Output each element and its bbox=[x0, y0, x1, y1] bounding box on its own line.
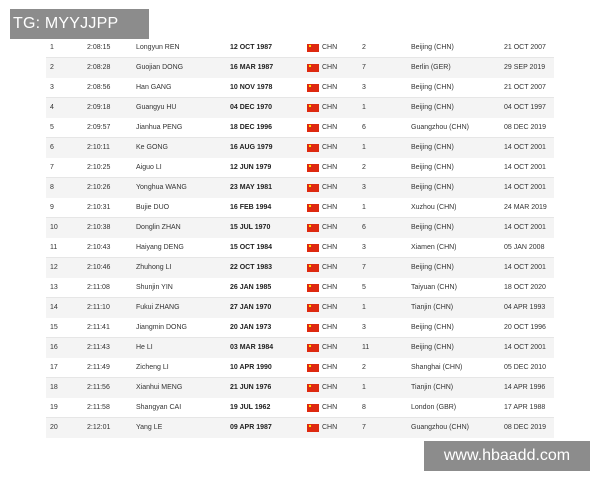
nationality-cell: CHN bbox=[322, 264, 338, 271]
watermark-bottom-right: www.hbaadd.com bbox=[424, 441, 590, 471]
table-row bbox=[46, 258, 554, 278]
rank-cell: 4 bbox=[50, 104, 54, 111]
dob-cell: 16 FEB 1994 bbox=[230, 204, 272, 211]
nationality-cell: CHN bbox=[322, 424, 338, 431]
table-row bbox=[46, 318, 554, 338]
position-cell: 2 bbox=[362, 44, 366, 51]
nationality-cell: CHN bbox=[322, 284, 338, 291]
nationality-cell: CHN bbox=[322, 364, 338, 371]
position-cell: 7 bbox=[362, 264, 366, 271]
venue-cell: Beijing (CHN) bbox=[411, 224, 454, 231]
table-row bbox=[46, 178, 554, 198]
date-cell: 21 OCT 2007 bbox=[504, 44, 546, 51]
dob-cell: 27 JAN 1970 bbox=[230, 304, 272, 311]
china-flag-icon bbox=[307, 404, 319, 412]
table-row bbox=[46, 298, 554, 318]
nationality-cell: CHN bbox=[322, 64, 338, 71]
china-flag-icon bbox=[307, 44, 319, 52]
time-cell: 2:10:38 bbox=[87, 224, 111, 231]
time-cell: 2:08:56 bbox=[87, 84, 111, 91]
table-row bbox=[46, 198, 554, 218]
china-flag-icon bbox=[307, 224, 319, 232]
table-row bbox=[46, 138, 554, 158]
time-cell: 2:10:43 bbox=[87, 244, 111, 251]
venue-cell: Beijing (CHN) bbox=[411, 324, 454, 331]
rank-cell: 12 bbox=[50, 264, 58, 271]
nationality-cell: CHN bbox=[322, 304, 338, 311]
table-row bbox=[46, 158, 554, 178]
venue-cell: Guangzhou (CHN) bbox=[411, 124, 469, 131]
date-cell: 14 OCT 2001 bbox=[504, 144, 546, 151]
athlete-name-link[interactable]: Han GANG bbox=[136, 84, 172, 91]
position-cell: 2 bbox=[362, 364, 366, 371]
venue-cell: Shanghai (CHN) bbox=[411, 364, 463, 371]
venue-cell: Xuzhou (CHN) bbox=[411, 204, 457, 211]
athlete-name-link[interactable]: He LI bbox=[136, 344, 153, 351]
rank-cell: 10 bbox=[50, 224, 58, 231]
position-cell: 7 bbox=[362, 64, 366, 71]
venue-cell: Tianjin (CHN) bbox=[411, 304, 454, 311]
table-row bbox=[46, 338, 554, 358]
china-flag-icon bbox=[307, 424, 319, 432]
venue-cell: Beijing (CHN) bbox=[411, 164, 454, 171]
date-cell: 24 MAR 2019 bbox=[504, 204, 547, 211]
table-row bbox=[46, 118, 554, 138]
athlete-name-link[interactable]: Jiangmin DONG bbox=[136, 324, 187, 331]
dob-cell: 18 DEC 1996 bbox=[230, 124, 273, 131]
position-cell: 6 bbox=[362, 224, 366, 231]
dob-cell: 09 APR 1987 bbox=[230, 424, 272, 431]
dob-cell: 26 JAN 1985 bbox=[230, 284, 272, 291]
china-flag-icon bbox=[307, 244, 319, 252]
dob-cell: 15 OCT 1984 bbox=[230, 244, 273, 251]
rank-cell: 3 bbox=[50, 84, 54, 91]
venue-cell: Beijing (CHN) bbox=[411, 84, 454, 91]
time-cell: 2:10:11 bbox=[87, 144, 110, 151]
table-row bbox=[46, 278, 554, 298]
nationality-cell: CHN bbox=[322, 324, 338, 331]
table-row bbox=[46, 418, 554, 438]
date-cell: 18 OCT 2020 bbox=[504, 284, 546, 291]
venue-cell: Beijing (CHN) bbox=[411, 184, 454, 191]
time-cell: 2:08:15 bbox=[87, 44, 111, 51]
time-cell: 2:09:57 bbox=[87, 124, 111, 131]
athlete-name-link[interactable]: Yang LE bbox=[136, 424, 163, 431]
dob-cell: 04 DEC 1970 bbox=[230, 104, 273, 111]
venue-cell: Beijing (CHN) bbox=[411, 44, 454, 51]
rank-cell: 17 bbox=[50, 364, 58, 371]
time-cell: 2:09:18 bbox=[87, 104, 111, 111]
time-cell: 2:11:58 bbox=[87, 404, 110, 411]
rank-cell: 13 bbox=[50, 284, 58, 291]
nationality-cell: CHN bbox=[322, 164, 338, 171]
nationality-cell: CHN bbox=[322, 184, 338, 191]
venue-cell: London (GBR) bbox=[411, 404, 457, 411]
rank-cell: 19 bbox=[50, 404, 58, 411]
venue-cell: Beijing (CHN) bbox=[411, 264, 454, 271]
table-row bbox=[46, 358, 554, 378]
venue-cell: Xiamen (CHN) bbox=[411, 244, 457, 251]
dob-cell: 16 AUG 1979 bbox=[230, 144, 273, 151]
china-flag-icon bbox=[307, 104, 319, 112]
time-cell: 2:10:46 bbox=[87, 264, 111, 271]
athlete-name-link[interactable]: Yonghua WANG bbox=[136, 184, 187, 191]
rankings-table bbox=[46, 38, 554, 440]
date-cell: 05 JAN 2008 bbox=[504, 244, 545, 251]
table-row bbox=[46, 58, 554, 78]
athlete-name-link[interactable]: Donglin ZHAN bbox=[136, 224, 181, 231]
position-cell: 1 bbox=[362, 144, 366, 151]
time-cell: 2:11:41 bbox=[87, 324, 110, 331]
position-cell: 1 bbox=[362, 204, 366, 211]
position-cell: 8 bbox=[362, 404, 366, 411]
position-cell: 3 bbox=[362, 84, 366, 91]
time-cell: 2:11:56 bbox=[87, 384, 110, 391]
venue-cell: Guangzhou (CHN) bbox=[411, 424, 469, 431]
table-row bbox=[46, 218, 554, 238]
nationality-cell: CHN bbox=[322, 244, 338, 251]
date-cell: 08 DEC 2019 bbox=[504, 424, 547, 431]
nationality-cell: CHN bbox=[322, 344, 338, 351]
date-cell: 04 APR 1993 bbox=[504, 304, 546, 311]
venue-cell: Tianjin (CHN) bbox=[411, 384, 454, 391]
position-cell: 3 bbox=[362, 244, 366, 251]
rank-cell: 5 bbox=[50, 124, 54, 131]
athlete-name-link[interactable]: Bujie DUO bbox=[136, 204, 170, 211]
position-cell: 2 bbox=[362, 164, 366, 171]
nationality-cell: CHN bbox=[322, 204, 338, 211]
position-cell: 3 bbox=[362, 184, 366, 191]
dob-cell: 19 JUL 1962 bbox=[230, 404, 271, 411]
position-cell: 5 bbox=[362, 284, 366, 291]
dob-cell: 23 MAY 1981 bbox=[230, 184, 273, 191]
china-flag-icon bbox=[307, 204, 319, 212]
time-cell: 2:11:08 bbox=[87, 284, 110, 291]
china-flag-icon bbox=[307, 384, 319, 392]
dob-cell: 15 JUL 1970 bbox=[230, 224, 271, 231]
position-cell: 1 bbox=[362, 304, 366, 311]
dob-cell: 10 NOV 1978 bbox=[230, 84, 273, 91]
position-cell: 3 bbox=[362, 324, 366, 331]
date-cell: 14 OCT 2001 bbox=[504, 344, 546, 351]
athlete-name-link[interactable]: Fukui ZHANG bbox=[136, 304, 180, 311]
dob-cell: 12 JUN 1979 bbox=[230, 164, 272, 171]
date-cell: 05 DEC 2010 bbox=[504, 364, 547, 371]
china-flag-icon bbox=[307, 124, 319, 132]
time-cell: 2:12:01 bbox=[87, 424, 111, 431]
rank-cell: 11 bbox=[50, 244, 58, 251]
china-flag-icon bbox=[307, 364, 319, 372]
time-cell: 2:10:26 bbox=[87, 184, 111, 191]
date-cell: 14 APR 1996 bbox=[504, 384, 546, 391]
nationality-cell: CHN bbox=[322, 104, 338, 111]
table-row bbox=[46, 238, 554, 258]
nationality-cell: CHN bbox=[322, 84, 338, 91]
dob-cell: 12 OCT 1987 bbox=[230, 44, 273, 51]
date-cell: 04 OCT 1997 bbox=[504, 104, 546, 111]
nationality-cell: CHN bbox=[322, 384, 338, 391]
time-cell: 2:11:49 bbox=[87, 364, 110, 371]
dob-cell: 10 APR 1990 bbox=[230, 364, 272, 371]
china-flag-icon bbox=[307, 164, 319, 172]
time-cell: 2:11:43 bbox=[87, 344, 110, 351]
athlete-name-link[interactable]: Shunjin YIN bbox=[136, 284, 173, 291]
athlete-name-link[interactable]: Ke GONG bbox=[136, 144, 168, 151]
venue-cell: Beijing (CHN) bbox=[411, 104, 454, 111]
position-cell: 1 bbox=[362, 104, 366, 111]
rank-cell: 15 bbox=[50, 324, 58, 331]
time-cell: 2:08:28 bbox=[87, 64, 111, 71]
dob-cell: 16 MAR 1987 bbox=[230, 64, 274, 71]
athlete-name-link[interactable]: Aiguo LI bbox=[136, 164, 162, 171]
date-cell: 14 OCT 2001 bbox=[504, 164, 546, 171]
rank-cell: 20 bbox=[50, 424, 58, 431]
china-flag-icon bbox=[307, 304, 319, 312]
nationality-cell: CHN bbox=[322, 224, 338, 231]
rank-cell: 8 bbox=[50, 184, 54, 191]
watermark-top-left: TG: MYYJJPP bbox=[10, 9, 149, 39]
athlete-name-link[interactable]: Jianhua PENG bbox=[136, 124, 183, 131]
venue-cell: Beijing (CHN) bbox=[411, 144, 454, 151]
athlete-name-link[interactable]: Xianhui MENG bbox=[136, 384, 183, 391]
time-cell: 2:10:31 bbox=[87, 204, 111, 211]
table-row bbox=[46, 38, 554, 58]
position-cell: 7 bbox=[362, 424, 366, 431]
athlete-name-link[interactable]: Zicheng LI bbox=[136, 364, 169, 371]
rank-cell: 1 bbox=[50, 44, 54, 51]
athlete-name-link[interactable]: Guojian DONG bbox=[136, 64, 184, 71]
nationality-cell: CHN bbox=[322, 124, 338, 131]
dob-cell: 21 JUN 1976 bbox=[230, 384, 272, 391]
date-cell: 29 SEP 2019 bbox=[504, 64, 546, 71]
athlete-name-link[interactable]: Longyun REN bbox=[136, 44, 180, 51]
china-flag-icon bbox=[307, 184, 319, 192]
rank-cell: 16 bbox=[50, 344, 58, 351]
dob-cell: 22 OCT 1983 bbox=[230, 264, 273, 271]
date-cell: 20 OCT 1996 bbox=[504, 324, 546, 331]
table-row bbox=[46, 98, 554, 118]
rank-cell: 18 bbox=[50, 384, 58, 391]
athlete-name-link[interactable]: Zhuhong LI bbox=[136, 264, 172, 271]
china-flag-icon bbox=[307, 84, 319, 92]
table-row bbox=[46, 398, 554, 418]
date-cell: 21 OCT 2007 bbox=[504, 84, 546, 91]
china-flag-icon bbox=[307, 264, 319, 272]
china-flag-icon bbox=[307, 284, 319, 292]
rank-cell: 9 bbox=[50, 204, 54, 211]
rank-cell: 2 bbox=[50, 64, 54, 71]
china-flag-icon bbox=[307, 344, 319, 352]
dob-cell: 03 MAR 1984 bbox=[230, 344, 274, 351]
time-cell: 2:11:10 bbox=[87, 304, 110, 311]
rank-cell: 7 bbox=[50, 164, 54, 171]
athlete-name-link[interactable]: Guangyu HU bbox=[136, 104, 177, 111]
athlete-name-link[interactable]: Shangyan CAI bbox=[136, 404, 182, 411]
nationality-cell: CHN bbox=[322, 144, 338, 151]
date-cell: 14 OCT 2001 bbox=[504, 224, 546, 231]
table-row bbox=[46, 378, 554, 398]
position-cell: 6 bbox=[362, 124, 366, 131]
venue-cell: Berlin (GER) bbox=[411, 64, 451, 71]
china-flag-icon bbox=[307, 324, 319, 332]
nationality-cell: CHN bbox=[322, 44, 338, 51]
date-cell: 17 APR 1988 bbox=[504, 404, 546, 411]
china-flag-icon bbox=[307, 64, 319, 72]
venue-cell: Taiyuan (CHN) bbox=[411, 284, 457, 291]
time-cell: 2:10:25 bbox=[87, 164, 111, 171]
position-cell: 1 bbox=[362, 384, 366, 391]
rank-cell: 14 bbox=[50, 304, 58, 311]
date-cell: 08 DEC 2019 bbox=[504, 124, 547, 131]
venue-cell: Beijing (CHN) bbox=[411, 344, 454, 351]
table-row bbox=[46, 78, 554, 98]
position-cell: 11 bbox=[362, 344, 370, 351]
nationality-cell: CHN bbox=[322, 404, 338, 411]
dob-cell: 20 JAN 1973 bbox=[230, 324, 272, 331]
date-cell: 14 OCT 2001 bbox=[504, 184, 546, 191]
china-flag-icon bbox=[307, 144, 319, 152]
date-cell: 14 OCT 2001 bbox=[504, 264, 546, 271]
athlete-name-link[interactable]: Haiyang DENG bbox=[136, 244, 184, 251]
rank-cell: 6 bbox=[50, 144, 54, 151]
